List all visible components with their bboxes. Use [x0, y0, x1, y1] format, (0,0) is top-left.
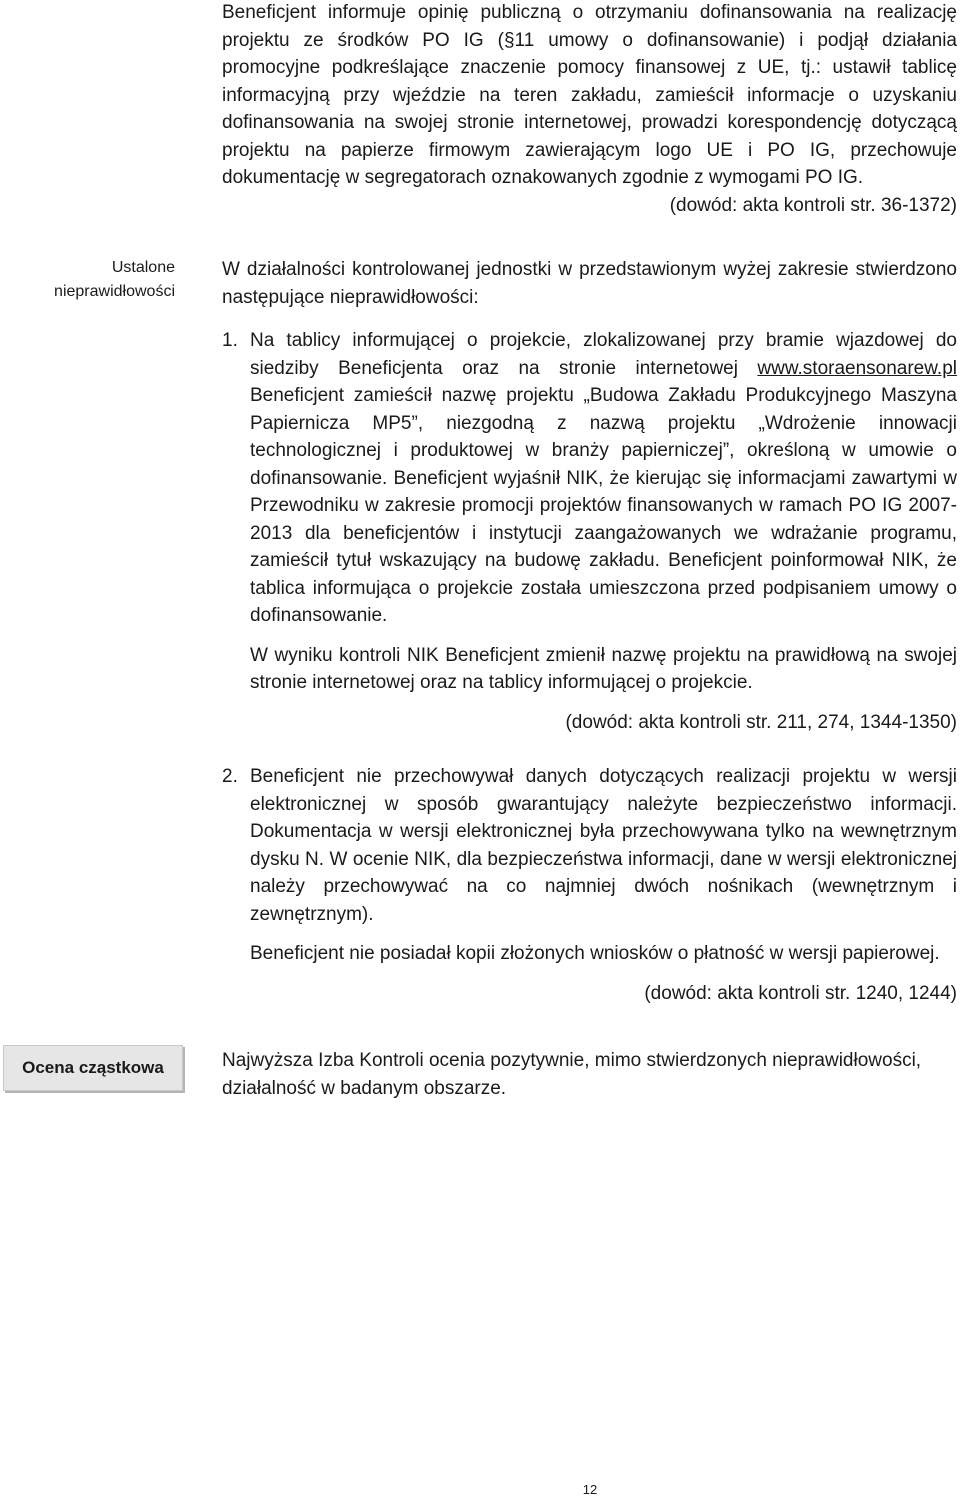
finding-paragraph: Beneficjent nie przechowywał danych dotyczących realizacji projektu w wersji elektronicznej w sposób gwarantujący należyte bezpieczeństwo informacji. Dokumentacja w wersji elektronicznej była przechowywana tylko na wewnętrznym dysku N. W ocenie NIK, dla bezpieczeństwa informacji, dane w wersji elektronicznej należy przechowywać na co najmniej dwóch nośnikach (wewnętrznym i zewnętrznym). [250, 766, 957, 925]
finding-item-1 [222, 327, 957, 736]
website-link[interactable]: www.storaensonarew.pl [757, 357, 957, 379]
finding-text: Beneficjent zamieścił nazwę projektu „Budowa Zakładu Produkcyjnego Maszyna Papiernicza MP5”, niezgodną z nazwą projektu „Wdrożenie innowacji technologicznej i produktowej w branży papierniczej”, określoną w umowie o dofinansowanie. Beneficjent wyjaśnił NIK, że kierując się informacjami zawartymi w Przewodniku w zakresie promocji projektów finansowanych w ramach PO IG 2007-2013 dla beneficjentów i instytucji zaangażowanych we wdrażanie programu, zamieścił tytuł wskazujący na budowę zakładu. Beneficjent poinformował NIK, że tablica informująca o projekcie została umieszczona przed podpisaniem umowy o dofinansowanie. [250, 385, 957, 626]
assessment-label-box [3, 1045, 183, 1091]
finding-number: 1. [222, 330, 238, 351]
finding-paragraph: W wyniku kontroli NIK Beneficjent zmienił nazwę projektu na prawidłową na swojej stronie internetowej oraz na tablicy informującej o projekcie. [250, 644, 957, 693]
intro-section [222, 0, 957, 219]
findings-label: Ustalone nieprawidłowości [54, 259, 175, 300]
finding-evidence: (dowód: akta kontroli str. 211, 274, 1344-1350) [565, 711, 957, 733]
intro-evidence: (dowód: akta kontroli str. 36-1372) [669, 194, 957, 216]
finding-item-2 [222, 763, 957, 1007]
finding-number: 2. [222, 766, 238, 787]
finding-paragraph: Beneficjent nie posiadał kopii złożonych wniosków o płatność w wersji papierowej. [250, 943, 940, 964]
intro-paragraph: Beneficjent informuje opinię publiczną o otrzymaniu dofinansowania na realizację projektu ze środków PO IG (§11 umowy o dofinansowanie) i podjął działania promocyjne podkreślające znaczenie pomocy finansowej z UE, tj.: ustawił tablicę informacyjną przy wjeździe na teren zakładu, zamieścił informacje o uzyskaniu dofinansowania na swojej stronie internetowej, prowadzi korespondencję dotyczącą projektu na papierze firmowym zawierającym logo UE i PO IG, przechowuje dokumentację w segregatorach oznakowanych zgodnie z wymogami PO IG. [222, 2, 957, 188]
findings-lead: W działalności kontrolowanej jednostki w przedstawionym wyżej zakresie stwierdzono następujące nieprawidłowości: [222, 259, 957, 308]
assessment-label: Ocena cząstkowa [22, 1058, 164, 1077]
finding-paragraph [250, 327, 957, 630]
assessment-text: Najwyższa Izba Kontroli ocenia pozytywnie, mimo stwierdzonych nieprawidłowości, działalność w badanym obszarze. [222, 1050, 922, 1099]
finding-evidence: (dowód: akta kontroli str. 1240, 1244) [644, 982, 957, 1004]
assessment-section [222, 1047, 957, 1102]
page-number: 12 [582, 1482, 598, 1497]
finding-text: Na tablicy informującej o projekcie, zlokalizowanej przy bramie wjazdowej do siedziby Beneficjenta oraz na stronie internetowej [250, 330, 957, 379]
findings-section [222, 256, 957, 1007]
